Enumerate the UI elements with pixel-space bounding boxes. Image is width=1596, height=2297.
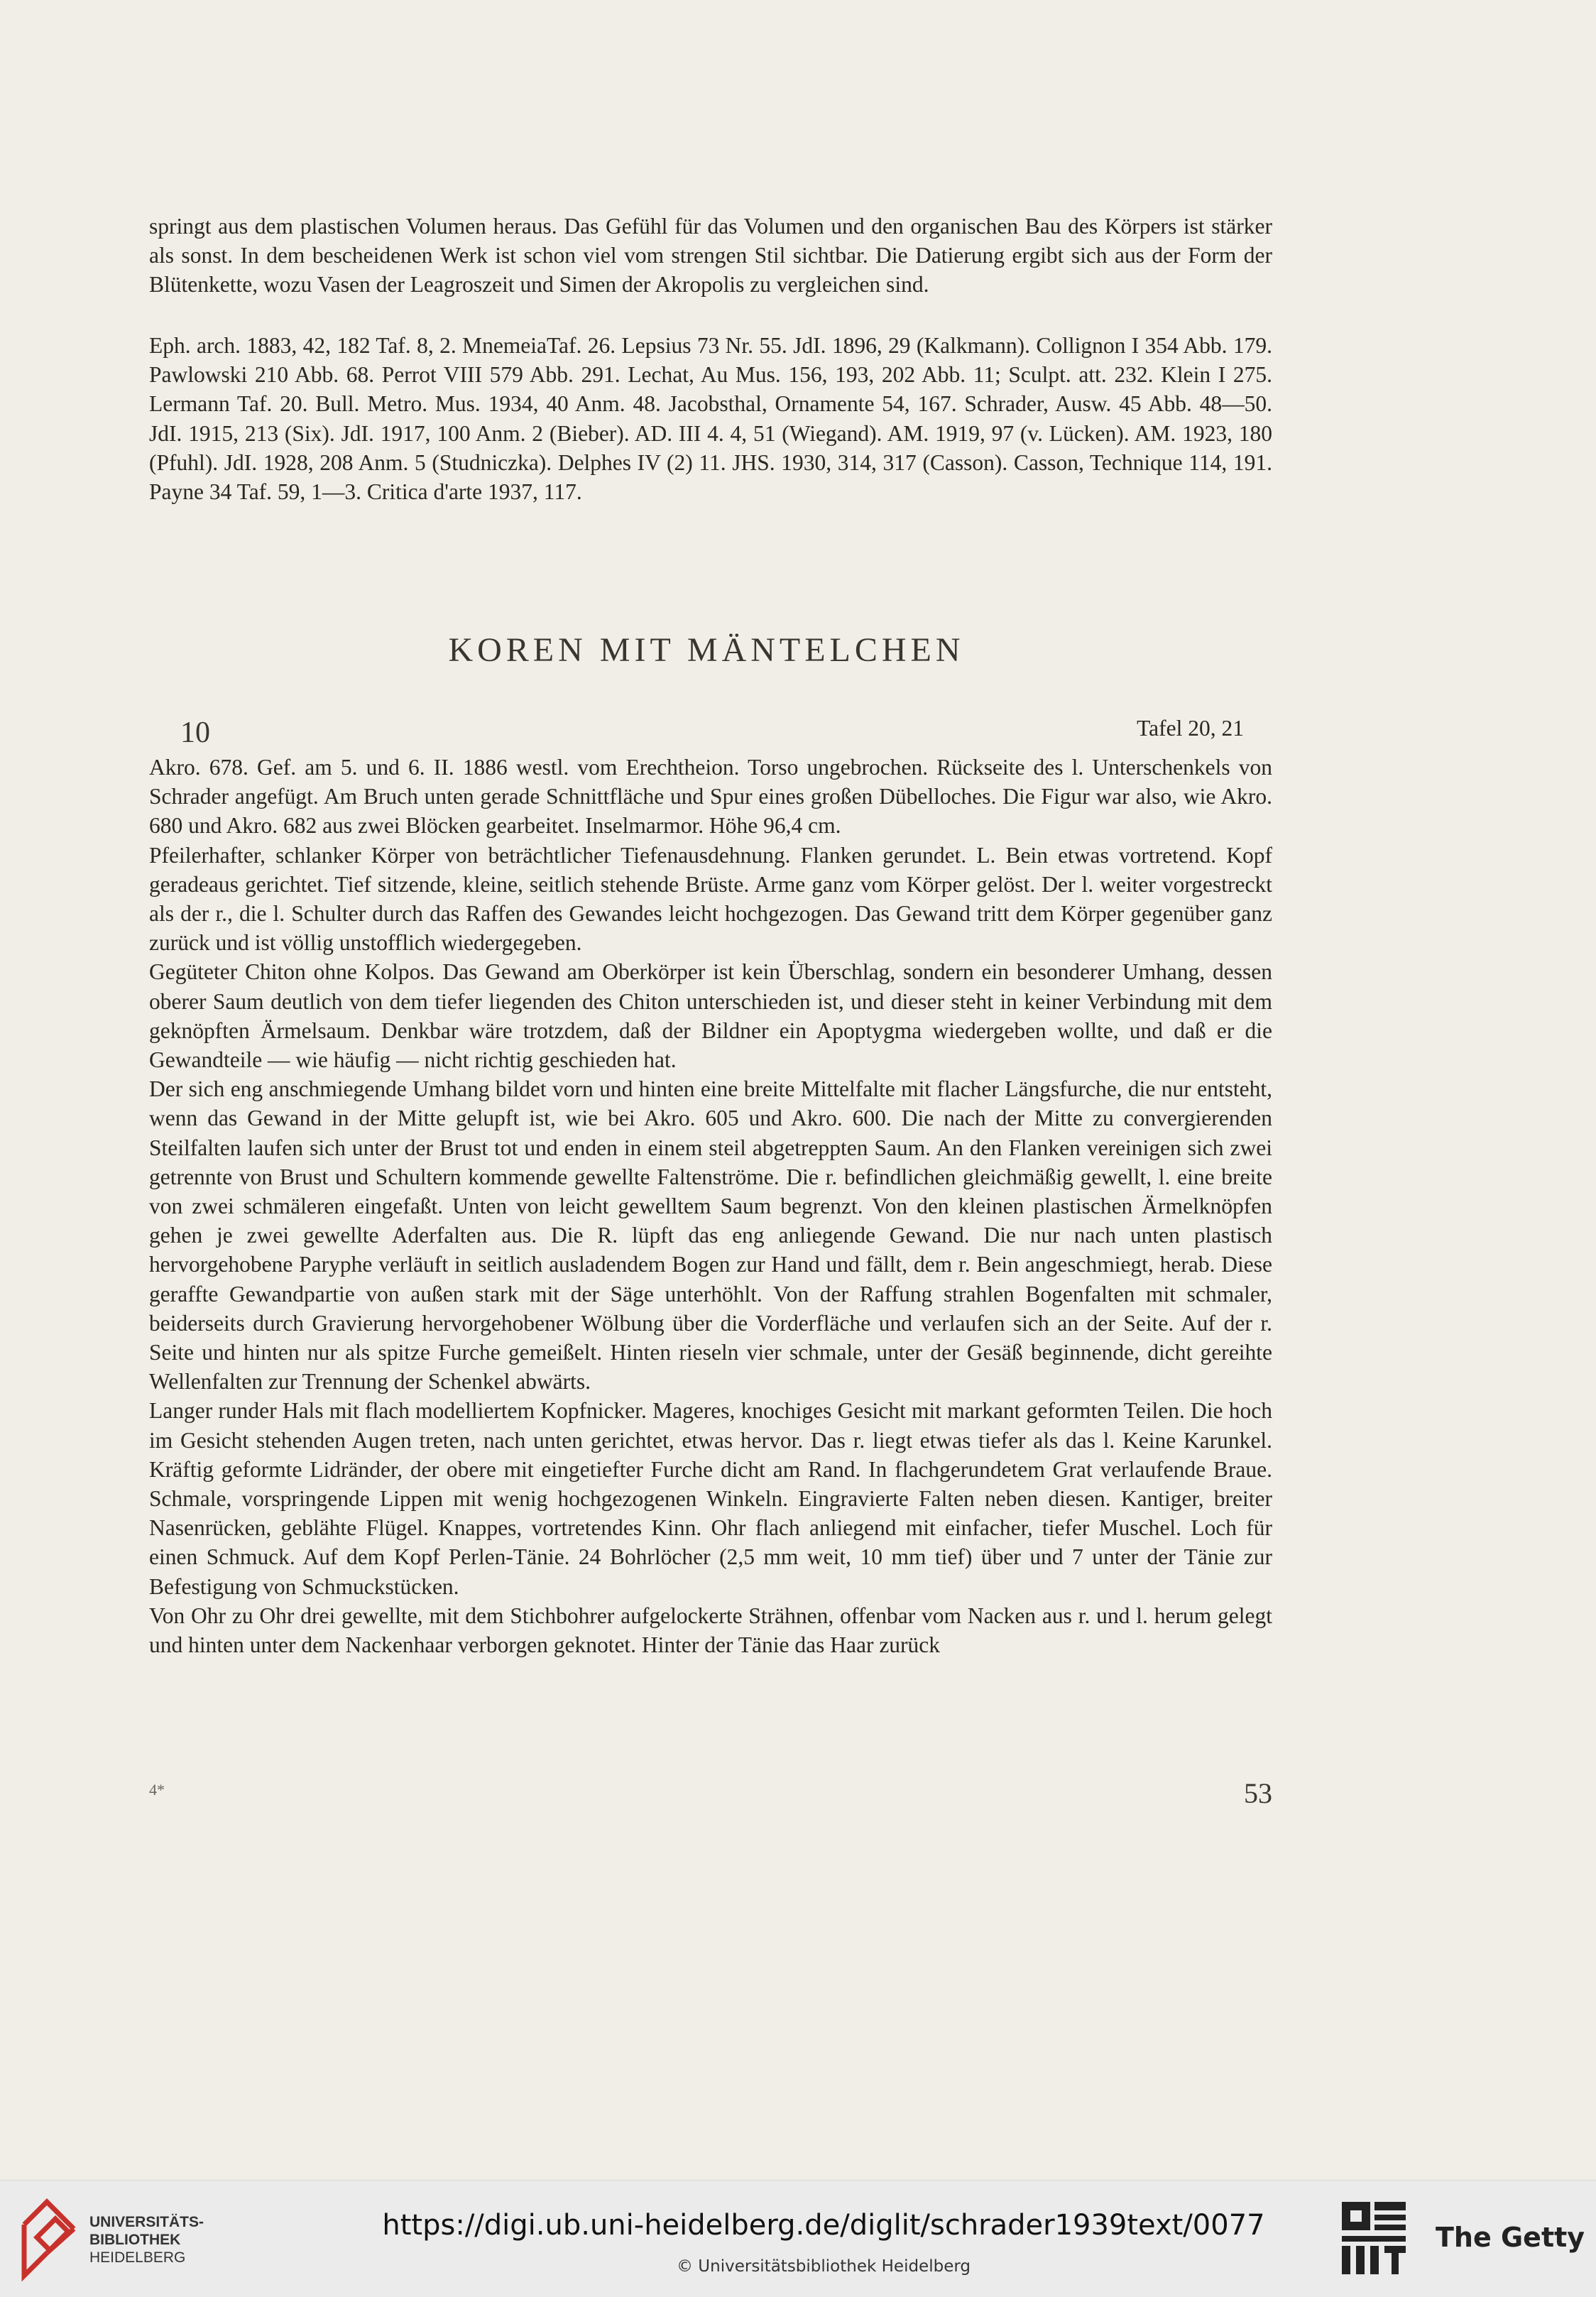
copyright-notice: © Universitätsbibliothek Heidelberg [676, 2257, 971, 2276]
catalogue-number: 10 [180, 716, 210, 749]
permalink-url[interactable]: https://digi.ub.uni-heidelberg.de/diglit/schrader1939text/0077 [382, 2209, 1265, 2242]
entry-paragraph: Der sich eng anschmiegende Umhang bildet vorn und hinten eine breite Mittelfalte mit flacher Längsfurche, die nur entsteht, wenn das Gewand in der Mitte gelupft ist, wie bei Akro. 605 und Akro. 600. Die nach der Mitte zu convergierenden Steilfalten laufen sich unter der Brust tot und enden in einem steil abgetreppten Saum. An den Flanken vereinigen sich zwei getrennte von Brust und Schultern kommende gewellte Faltenströme. Die r. befindlichen gleichmäßig gewellt, l. eine breite von zwei schmäleren eingefaßt. Unten von leicht gewelltem Saum begrenzt. Von den kleinen plastischen Ärmelknöpfen gehen je zwei gewellte Aderfalten aus. Die R. lüpft das eng anliegende Gewand. Die nur nach unten plastisch hervorgehobene Paryphe verläuft in seitlich ausladendem Bogen zur Hand und fällt, dem r. Bein angeschmiegt, herab. Diese geraffte Gewandpartie von außen stark mit der Säge unterhöhlt. Von der Raffung strahlen Bogenfalten mit schmaler, beiderseits durch Gravierung hervorgehobener Wölbung über die Vorderfläche und verlaufen sich an der Seite. Auf der r. Seite und hinten nur als spitze Furche gemeißelt. Hinten rieseln vier schmale, unter der Gesäß beginnende, dicht gereihte Wellenfalten zur Trennung der Schenkel abwärts. [149, 1076, 1272, 1395]
intro-paragraph [149, 212, 1272, 300]
university-library-name [89, 2213, 204, 2266]
references-text: Eph. arch. 1883, 42, 182 Taf. 8, 2. MnemeiaTaf. 26. Lepsius 73 Nr. 55. JdI. 1896, 29 (Kalkmann). Collignon I 354 Abb. 179. Pawlowski 210 Abb. 68. Perrot VIII 579 Abb. 291. Lechat, Au Mus. 156, 193, 202 Abb. 11; Sculpt. att. 232. Klein I 275. Lermann Taf. 20. Bull. Metro. Mus. 1934, 40 Anm. 48. Jacobsthal, Ornamente 54, 167. Schrader, Ausw. 45 Abb. 48—50. JdI. 1915, 213 (Six). JdI. 1917, 100 Anm. 2 (Bieber). AD. III 4. 4, 51 (Wiegand). AM. 1919, 97 (v. Lücken). AM. 1923, 180 (Pfuhl). JdI. 1928, 208 Anm. 5 (Studniczka). Delphes IV (2) 11. JHS. 1930, 314, 317 (Casson). Casson, Technique 114, 191. Payne 34 Taf. 59, 1—3. Critica d'arte 1937, 117. [149, 333, 1272, 505]
intro-text: springt aus dem plastischen Volumen heraus. Das Gefühl für das Volumen und den organischen Bau des Körpers ist stärker als sonst. In dem bescheidenen Werk ist schon viel vom strengen Stil sichtbar. Die Datierung ergibt sich aus der Form der Blütenkette, wozu Vasen der Leagroszeit und Simen der Akropolis zu vergleichen sind. [149, 214, 1272, 298]
page-number: 53 [1244, 1777, 1272, 1809]
university-library-logo-icon [18, 2196, 80, 2281]
entry-paragraph: Akro. 678. Gef. am 5. und 6. II. 1886 westl. vom Erechtheion. Torso ungebrochen. Rückseite des l. Unterschenkels von Schrader angefügt. Am Bruch unten gerade Schnittfläche und Spur eines großen Dübelloches. Die Figur war also, wie Akro. 680 und Akro. 682 aus zwei Blöcken gearbeitet. Inselmarmor. Höhe 96,4 cm. [149, 755, 1272, 839]
getty-logo-icon [1340, 2200, 1409, 2280]
entry-body [149, 753, 1272, 1659]
signature-mark: 4* [149, 1781, 165, 1799]
library-name-line: HEIDELBERG [89, 2249, 186, 2266]
entry-paragraph: Von Ohr zu Ohr drei gewellte, mit dem Stichbohrer aufgelockerte Strähnen, offenbar vom Nacken aus r. und l. herum gelegt und hinten unter dem Nackenhaar verborgen geknotet. Hinter der Tänie das Haar zurück [149, 1603, 1272, 1658]
bibliography-references [149, 331, 1272, 506]
entry-paragraph: Langer runder Hals mit flach modelliertem Kopfnicker. Mageres, knochiges Gesicht mit markant geformten Teilen. Die hoch im Gesicht stehenden Augen treten, nach unten gerichtet, etwas hervor. Das r. liegt etwas tiefer als das l. Keine Karunkel. Kräftig geformte Lidränder, der obere mit eingetiefter Furche dicht am Rand. In flachgerundetem Grat verlaufende Braue. Schmale, vorspringende Lippen mit wenig hochgezogenen Winkeln. Eingravierte Falten neben diesen. Kantiger, breiter Nasenrücken, geblähte Flügel. Knappes, vortretendes Kinn. Ohr flach anliegend mit einfacher, tiefer Muschel. Loch für einen Schmuck. Auf dem Kopf Perlen-Tänie. 24 Bohrlöcher (2,5 mm weit, 10 mm tief) über und 7 unter der Tänie zur Befestigung von Schmuckstücken. [149, 1398, 1272, 1599]
section-heading: KOREN MIT MÄNTELCHEN [448, 631, 965, 669]
plate-reference: Tafel 20, 21 [1137, 716, 1244, 741]
getty-label: The Getty [1436, 2222, 1585, 2253]
entry-paragraph: Gegüteter Chiton ohne Kolpos. Das Gewand am Oberkörper ist kein Überschlag, sondern ein besonderer Umhang, dessen oberer Saum deutlich von dem tiefer liegenden des Chiton unterschieden ist, und dieser steht in keiner Verbindung mit dem geknöpften Ärmelsaum. Denkbar wäre trotzdem, daß der Bildner ein Apoptygma wiedergeben wollte, und daß er die Gewandteile — wie häufig — nicht richtig geschieden hat. [149, 959, 1272, 1073]
entry-paragraph: Pfeilerhafter, schlanker Körper von beträchtlicher Tiefenausdehnung. Flanken gerundet. L. Bein etwas vortretend. Kopf geradeaus gerichtet. Tief sitzende, kleine, seitlich stehende Brüste. Arme ganz vom Körper gelöst. Der l. weiter vorgestreckt als der r., die l. Schulter durch das Raffen des Gewandes leicht hochgezogen. Das Gewand tritt dem Körper gegenüber ganz zurück und ist völlig unstofflich wiedergegeben. [149, 842, 1272, 956]
library-name-line: BIBLIOTHEK [89, 2232, 181, 2248]
viewer-footer [0, 2180, 1596, 2297]
library-name-line: UNIVERSITÄTS- [89, 2214, 204, 2230]
